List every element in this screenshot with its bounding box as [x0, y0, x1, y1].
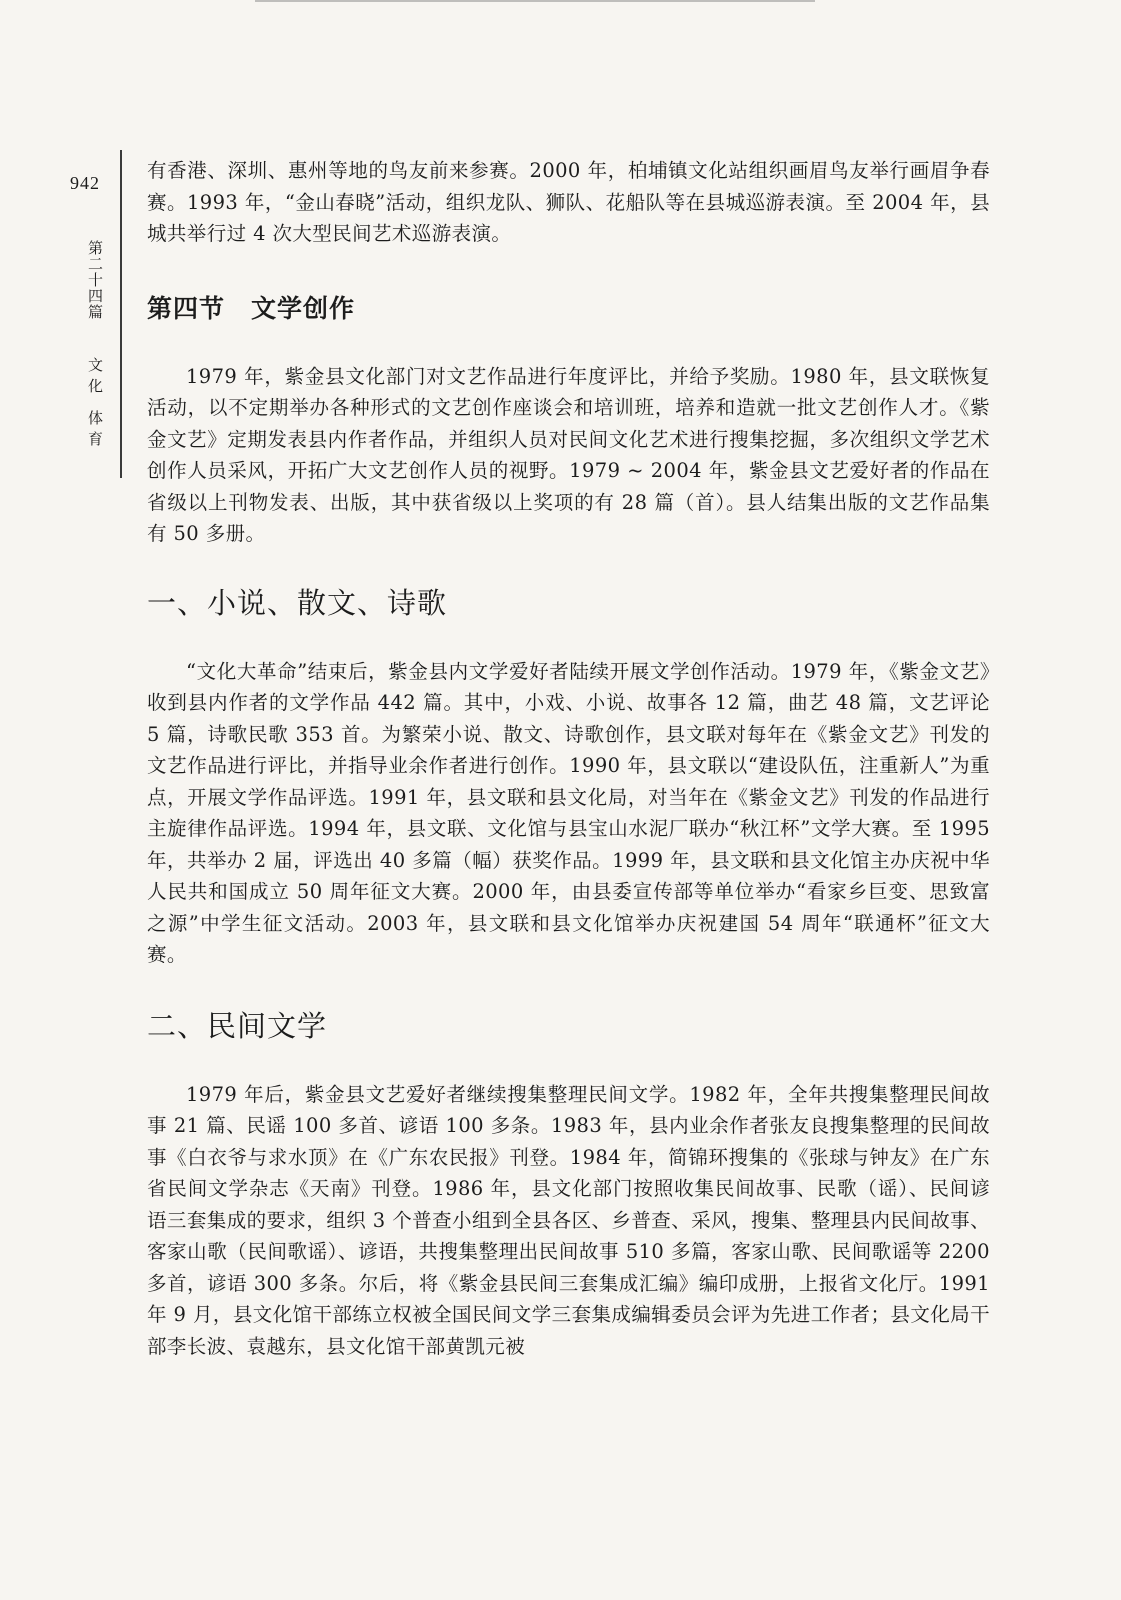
page-number: 942	[70, 173, 100, 193]
running-head-chapter: 第二十四篇	[86, 240, 104, 320]
margin-divider-rule	[120, 150, 122, 478]
subsection-1-heading: 一、小说、散文、诗歌	[147, 585, 448, 620]
running-head-section: 文化 体育	[86, 357, 104, 452]
subsection-2-heading: 二、民间文学	[147, 1008, 328, 1043]
page-body	[147, 155, 990, 1362]
top-edge-rule	[255, 0, 815, 2]
subsection-1-paragraph: “文化大革命”结束后，紫金县内文学爱好者陆续开展文学创作活动。1979 年，《紫金文艺》收到县内作者的文学作品 442 篇。其中，小戏、小说、故事各 12 篇，曲艺 48 篇，文艺评论 5 篇，诗歌民歌 353 首。为繁荣小说、散文、诗歌创作，县文联对每年在《紫金文艺》刊发的文艺作品进行评比，并指导业余作者进行创作。1990 年，县文联以“建设队伍，注重新人”为重点，开展文学作品评选。1991 年，县文联和县文化局，对当年在《紫金文艺》刊发的作品进行主旋律作品评选。1994 年，县文联、文化馆与县宝山水泥厂联办“秋江杯”文学大赛。至 1995 年，共举办 2 届，评选出 40 多篇（幅）获奖作品。1999 年，县文联和县文化馆主办庆祝中华人民共和国成立 50 周年征文大赛。2000 年，由县委宣传部等单位举办“看家乡巨变、思致富之源”中学生征文活动。2003 年，县文联和县文化馆举办庆祝建国 54 周年“联通杯”征文大赛。	[147, 659, 990, 966]
subsection-2-paragraph: 1979 年后，紫金县文艺爱好者继续搜集整理民间文学。1982 年，全年共搜集整理民间故事 21 篇、民谣 100 多首、谚语 100 多条。1983 年，县内业余作者张友良搜集整理的民间故事《白衣爷与求水顶》在《广东农民报》刊登。1984 年，简锦环搜集的《张球与钟友》在广东省民间文学杂志《天南》刊登。1986 年，县文化部门按照收集民间故事、民歌（谣）、民间谚语三套集成的要求，组织 3 个普查小组到全县各区、乡普查、采风，搜集、整理县内民间故事、客家山歌（民间歌谣）、谚语，共搜集整理出民间故事 510 多篇，客家山歌、民间歌谣等 2200 多首，谚语 300 多条。尔后，将《紫金县民间三套集成汇编》编印成册，上报省文化厅。1991 年 9 月，县文化馆干部练立权被全国民间文学三套集成编辑委员会评为先进工作者；县文化局干部李长波、袁越东，县文化馆干部黄凯元被	[147, 1082, 990, 1358]
intro-paragraph: 有香港、深圳、惠州等地的鸟友前来参赛。2000 年，柏埔镇文化站组织画眉鸟友举行画眉争春赛。1993 年，“金山春晓”活动，组织龙队、狮队、花船队等在县城巡游表演。至 2004 年，县城共举行过 4 次大型民间艺术巡游表演。	[147, 159, 990, 245]
section-paragraph: 1979 年，紫金县文化部门对文艺作品进行年度评比，并给予奖励。1980 年，县文联恢复活动，以不定期举办各种形式的文艺创作座谈会和培训班，培养和造就一批文艺创作人才。《紫金文艺》定期发表县内作者作品，并组织人员对民间文化艺术进行搜集挖掘，多次组织文学艺术创作人员采风，开拓广大文艺创作人员的视野。1979 ~ 2004 年，紫金县文艺爱好者的作品在省级以上刊物发表、出版，其中获省级以上奖项的有 28 篇（首）。县人结集出版的文艺作品集有 50 多册。	[147, 364, 990, 545]
section-heading: 第四节 文学创作	[147, 293, 356, 323]
